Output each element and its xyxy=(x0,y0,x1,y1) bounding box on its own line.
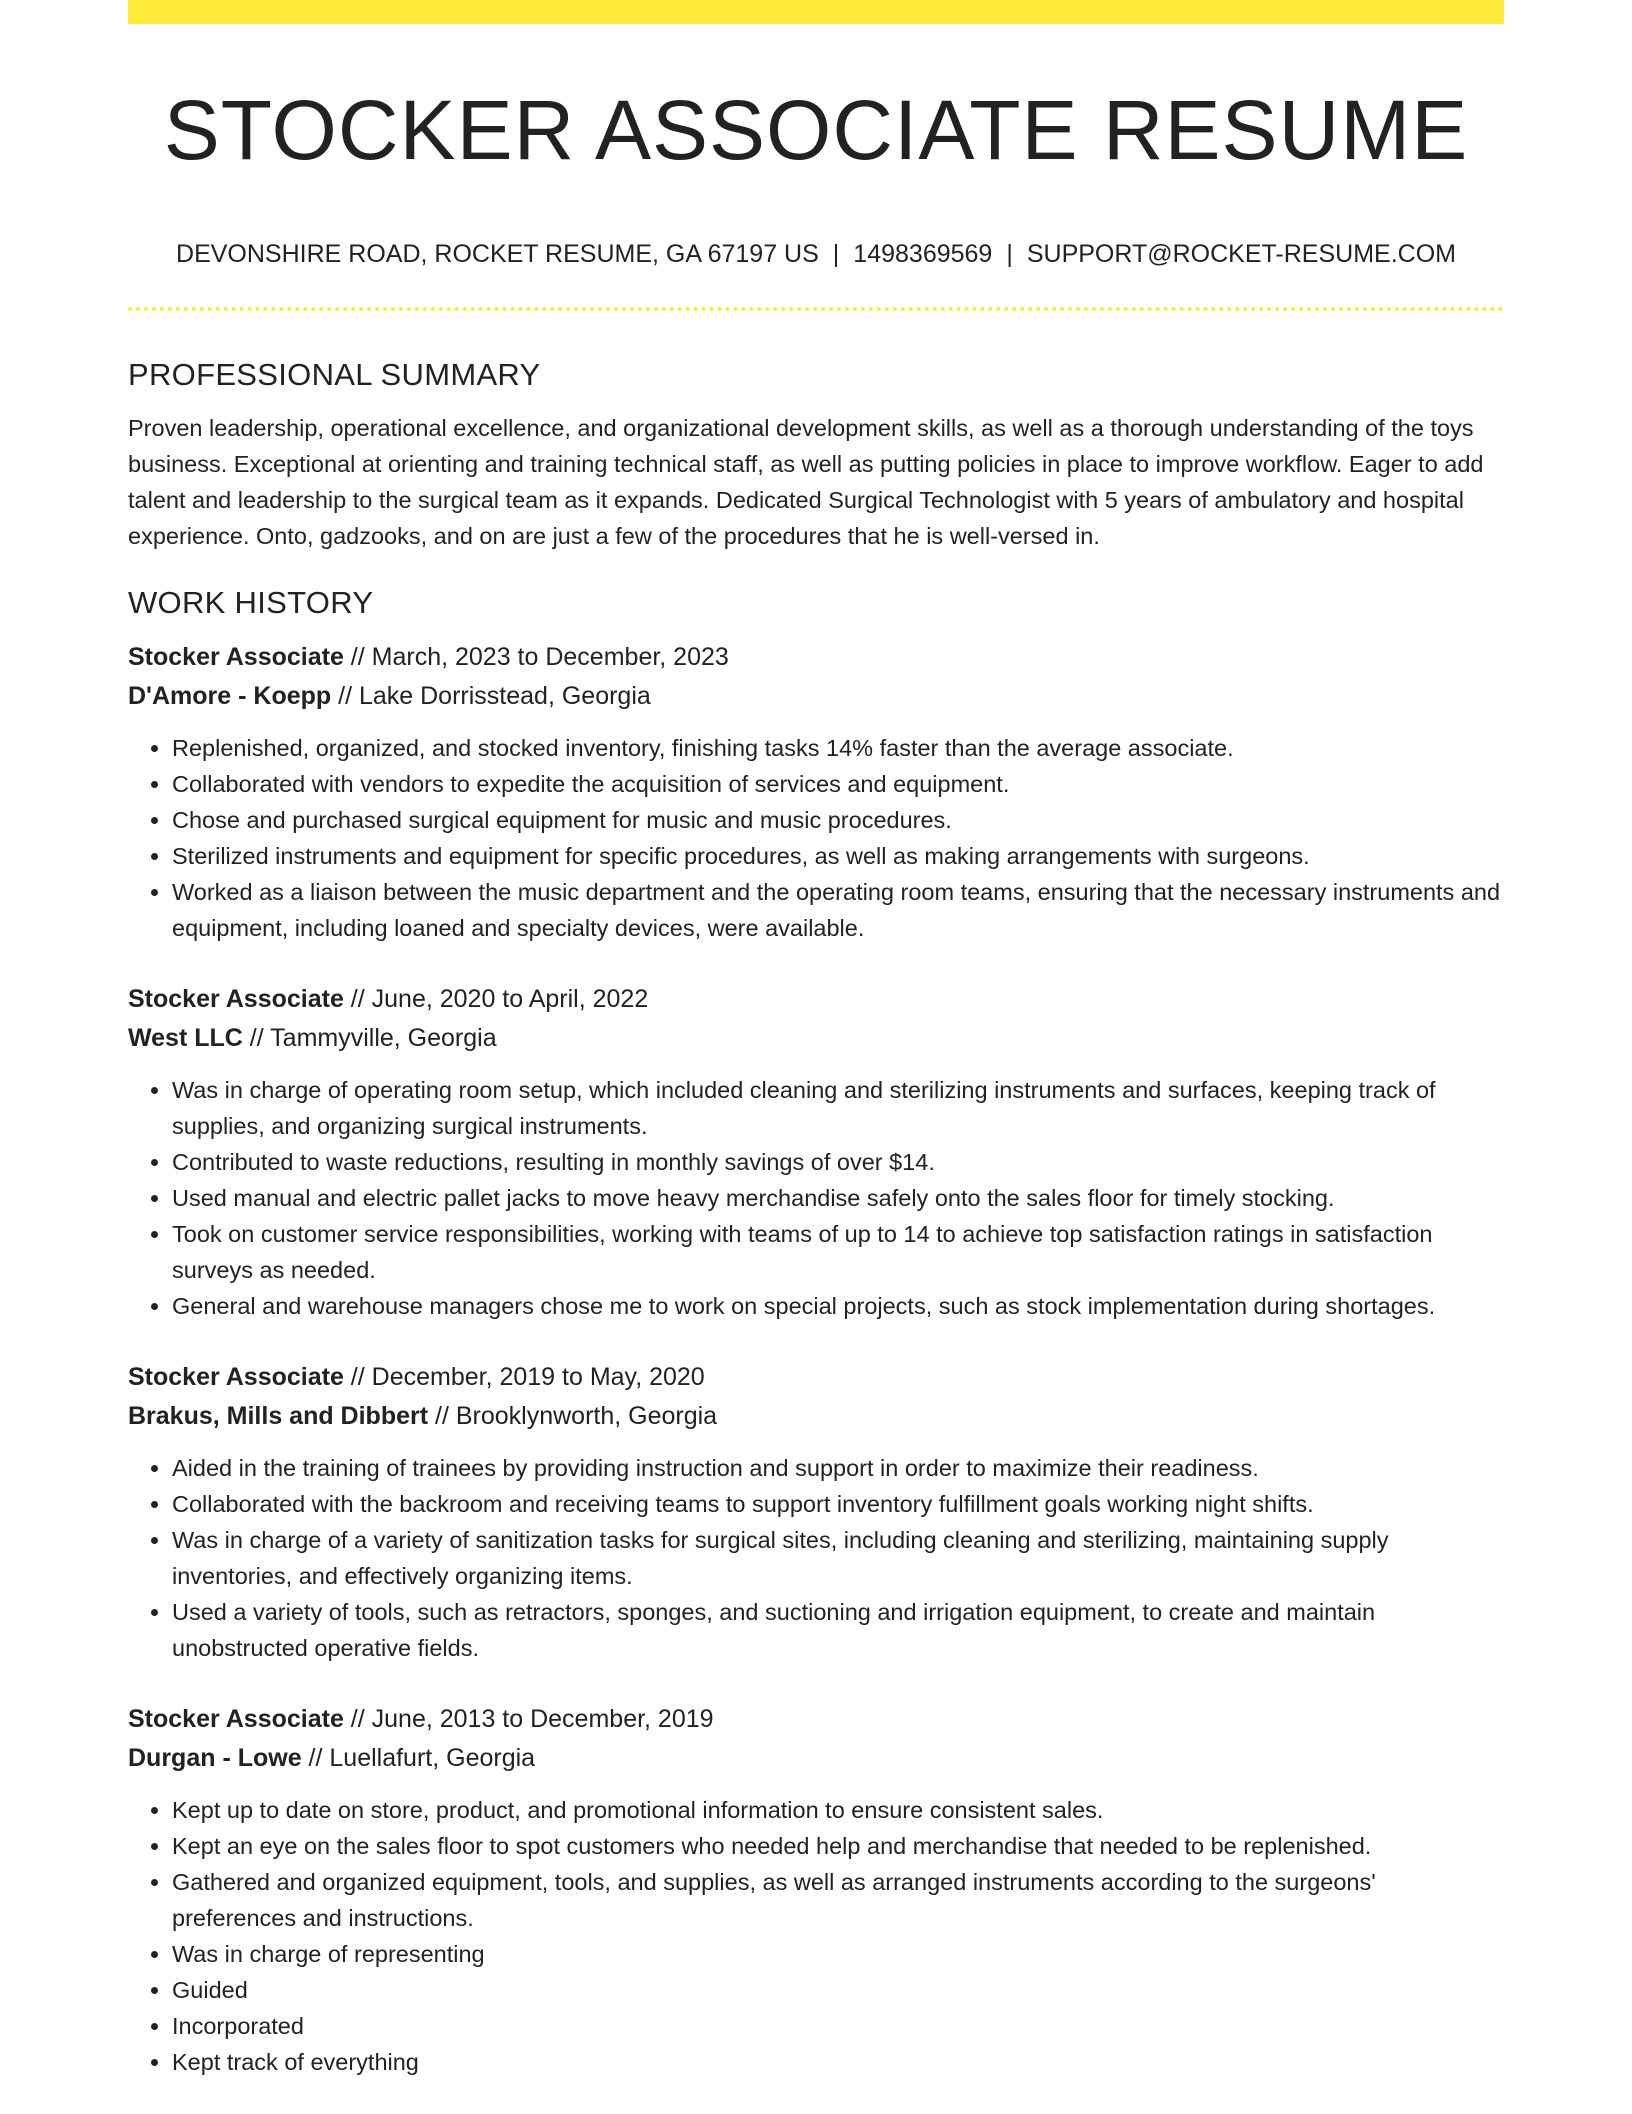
contact-separator: | xyxy=(1006,240,1013,268)
job-title: Stocker Associate xyxy=(128,1363,344,1391)
duty-item: • Gathered and organized equipment, tools, and supplies, as well as arranged instruments according to the surgeons' preferences and instructions. xyxy=(172,1864,1504,1936)
job-company: Durgan - Lowe xyxy=(128,1744,302,1772)
job-title-line xyxy=(128,1700,1504,1739)
job-company-line xyxy=(128,1739,1504,1778)
job-dates: // December, 2019 to May, 2020 xyxy=(343,1363,705,1391)
job-company-line xyxy=(128,677,1504,716)
dotted-divider xyxy=(128,307,1504,311)
job-entry xyxy=(128,638,1504,946)
duty-item: • Incorporated xyxy=(172,2008,1504,2044)
duty-item: • Was in charge of a variety of sanitization tasks for surgical sites, including cleaning and sterilizing, maintaining supply inventories, and effectively organizing items. xyxy=(172,1522,1504,1594)
job-company: West LLC xyxy=(128,1024,243,1052)
job-company: D'Amore - Koepp xyxy=(128,682,332,710)
duty-item: • Took on customer service responsibilities, working with teams of up to 14 to achieve top satisfaction ratings in satisfaction surveys as needed. xyxy=(172,1216,1504,1288)
job-title: Stocker Associate xyxy=(128,643,344,671)
job-dates: // June, 2013 to December, 2019 xyxy=(343,1705,714,1733)
duty-item: • Contributed to waste reductions, resulting in monthly savings of over $14. xyxy=(172,1144,1504,1180)
job-dates: // June, 2020 to April, 2022 xyxy=(343,985,649,1013)
duty-item: • Collaborated with vendors to expedite the acquisition of services and equipment. xyxy=(172,766,1504,802)
duty-item: • Collaborated with the backroom and receiving teams to support inventory fulfillment goals working night shifts. xyxy=(172,1486,1504,1522)
job-title: Stocker Associate xyxy=(128,985,344,1013)
contact-address: DEVONSHIRE ROAD, ROCKET RESUME, GA 67197 US xyxy=(176,240,819,268)
job-location: // Tammyville, Georgia xyxy=(242,1024,497,1052)
contact-phone: 1498369569 xyxy=(853,240,993,268)
job-location: // Brooklynworth, Georgia xyxy=(428,1402,718,1430)
section-heading: PROFESSIONAL SUMMARY xyxy=(128,357,541,392)
duty-item: • Sterilized instruments and equipment for specific procedures, as well as making arrangements with surgeons. xyxy=(172,838,1504,874)
duty-list xyxy=(128,1450,1504,1666)
duty-item: • Worked as a liaison between the music department and the operating room teams, ensuring that the necessary instruments and equipment, including loaned and specialty devices, were available. xyxy=(172,874,1504,946)
job-entry xyxy=(128,1358,1504,1666)
duty-item: • Used manual and electric pallet jacks to move heavy merchandise safely onto the sales floor for timely stocking. xyxy=(172,1180,1504,1216)
duty-item: • Used a variety of tools, such as retractors, sponges, and suctioning and irrigation equipment, to create and maintain unobstructed operative fields. xyxy=(172,1594,1504,1666)
job-title-line xyxy=(128,638,1504,677)
job-location: // Luellafurt, Georgia xyxy=(301,1744,536,1772)
job-title-line xyxy=(128,1358,1504,1397)
contact-line xyxy=(128,236,1504,272)
job-company-line xyxy=(128,1397,1504,1436)
accent-top-bar xyxy=(128,0,1504,24)
job-location: // Lake Dorrisstead, Georgia xyxy=(331,682,651,710)
duty-item: • Kept an eye on the sales floor to spot customers who needed help and merchandise that needed to be replenished. xyxy=(172,1828,1504,1864)
duty-item: • General and warehouse managers chose me to work on special projects, such as stock implementation during shortages. xyxy=(172,1288,1504,1324)
job-title-line xyxy=(128,980,1504,1019)
duty-list xyxy=(128,730,1504,946)
duty-item: • Replenished, organized, and stocked inventory, finishing tasks 14% faster than the average associate. xyxy=(172,730,1504,766)
duty-list xyxy=(128,1072,1504,1324)
job-entry xyxy=(128,980,1504,1324)
duty-list xyxy=(128,1792,1504,2080)
duty-item: • Chose and purchased surgical equipment for music and music procedures. xyxy=(172,802,1504,838)
duty-item: • Was in charge of operating room setup, which included cleaning and sterilizing instruments and surfaces, keeping track of supplies, and organizing surgical instruments. xyxy=(172,1072,1504,1144)
resume-page xyxy=(128,0,1504,2112)
summary-section xyxy=(128,352,1504,554)
resume-body xyxy=(128,352,1504,2114)
job-company: Brakus, Mills and Dibbert xyxy=(128,1402,429,1430)
work-history-section xyxy=(128,580,1504,2080)
duty-item: • Kept up to date on store, product, and promotional information to ensure consistent sales. xyxy=(172,1792,1504,1828)
resume-title: STOCKER ASSOCIATE RESUME xyxy=(163,83,1469,177)
contact-separator: | xyxy=(832,240,840,268)
duty-item: • Was in charge of representing xyxy=(172,1936,1504,1972)
duty-item: • Guided xyxy=(172,1972,1504,2008)
job-title: Stocker Associate xyxy=(128,1705,344,1733)
contact-email: SUPPORT@ROCKET-RESUME.COM xyxy=(1026,240,1456,268)
job-entry xyxy=(128,1700,1504,2080)
summary-text: Proven leadership, operational excellence, and organizational development skills, as well as a thorough understanding of the toys business. Exceptional at orienting and training technical staff, as well as putting policies in place to improve workflow. Eager to add talent and leadership to the surgical team as it expands. Dedicated Surgical Technologist with 5 years of ambulatory and hospital experience. Onto, gadzooks, and on are just a few of the procedures that he is well-versed in. xyxy=(128,415,1484,549)
section-heading: WORK HISTORY xyxy=(128,585,374,620)
job-company-line xyxy=(128,1019,1504,1058)
job-dates: // March, 2023 to December, 2023 xyxy=(343,643,729,671)
job-list xyxy=(128,638,1504,2080)
duty-item: • Aided in the training of trainees by providing instruction and support in order to maximize their readiness. xyxy=(172,1450,1504,1486)
duty-item: • Kept track of everything xyxy=(172,2044,1504,2080)
